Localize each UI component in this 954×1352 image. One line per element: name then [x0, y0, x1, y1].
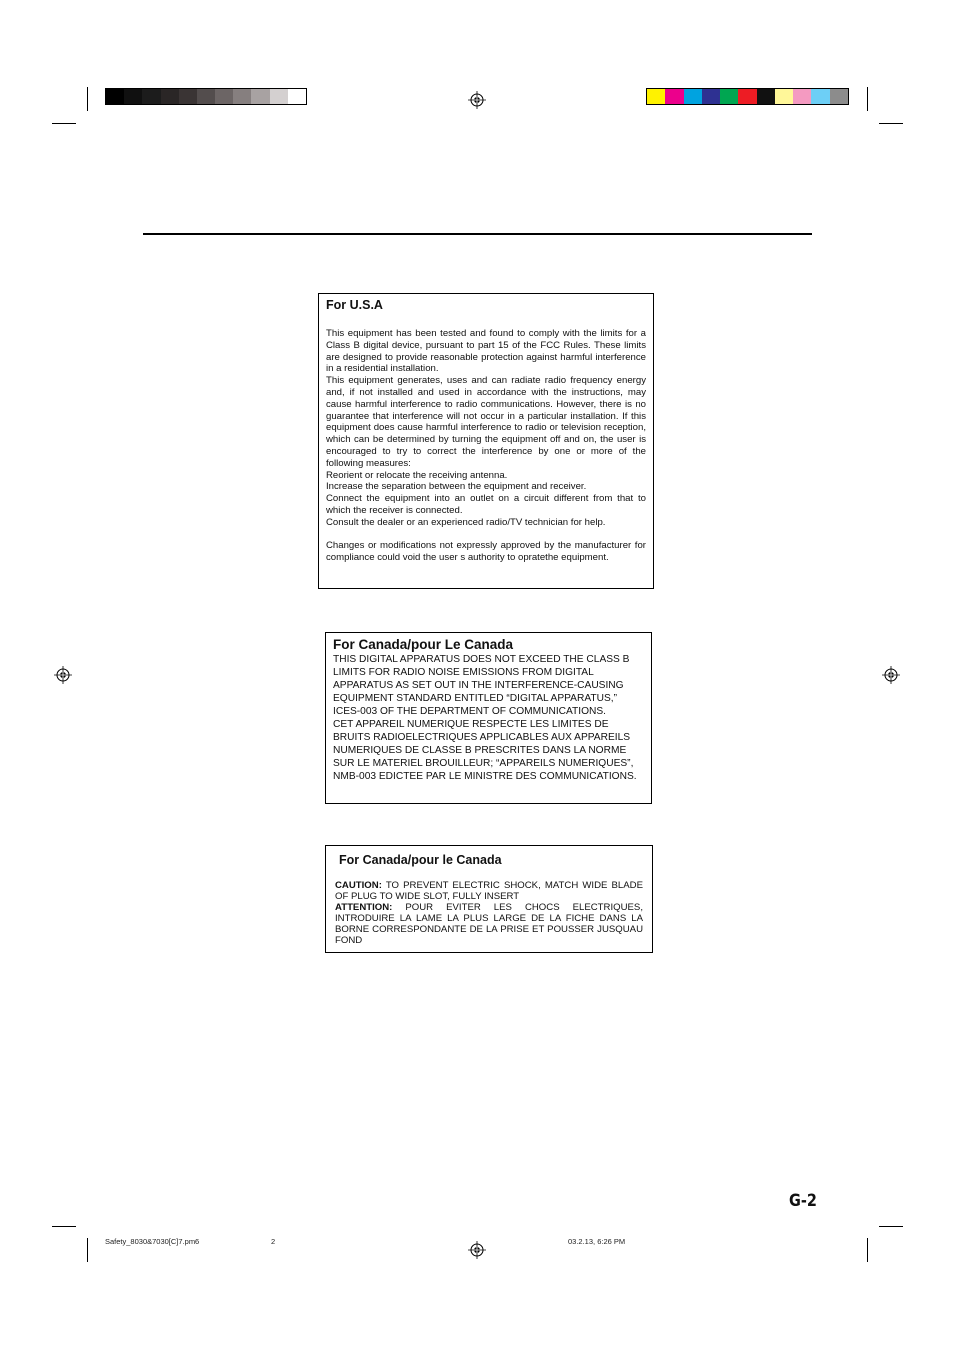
page-number: G-2: [789, 1191, 817, 1211]
registration-mark-icon: [54, 666, 72, 684]
footer-filename: Safety_8030&7030[C]7.pm6: [105, 1237, 200, 1246]
ices-notice-title: For Canada/pour Le Canada: [333, 637, 514, 652]
fcc-paragraph: Changes or modifications not expressly approved by the manufacturer for compliance could void the user s authority to opratethe equipment.: [326, 540, 646, 564]
swatch-0: [106, 89, 124, 104]
fcc-paragraph: Connect the equipment into an outlet on a circuit different from that to which the receiver is connected.: [326, 493, 646, 516]
caution-text: [335, 880, 643, 902]
plug-caution-box: [325, 845, 653, 953]
fcc-paragraph: Reorient or relocate the receiving antenna.: [326, 469, 508, 481]
fcc-paragraph: This equipment has been tested and found to comply with the limits for a Class B digital device, pursuant to part 15 of the FCC Rules. These limits are designed to provide reasonable protection against harmful interference in a residential installation.: [326, 328, 646, 375]
swatch-10: [288, 89, 306, 104]
swatch-0: [647, 89, 665, 104]
fcc-notice-box: [318, 293, 654, 589]
fcc-paragraph: Consult the dealer or an experienced radio/TV technician for help.: [326, 516, 606, 528]
swatch-5: [738, 89, 756, 104]
attention-text: [335, 902, 643, 946]
swatch-6: [215, 89, 233, 104]
swatch-9: [811, 89, 829, 104]
registration-mark-icon: [468, 91, 486, 109]
color-calibration-bar: [646, 88, 849, 105]
swatch-4: [720, 89, 738, 104]
crop-mark-bottom-right-v: [867, 1238, 868, 1262]
crop-mark-top-right-h: [879, 123, 903, 124]
swatch-7: [775, 89, 793, 104]
crop-mark-top-right-v: [867, 87, 868, 111]
swatch-2: [684, 89, 702, 104]
footer-page: 2: [271, 1237, 276, 1246]
fcc-paragraph: Increase the separation between the equipment and receiver.: [326, 481, 587, 493]
swatch-7: [233, 89, 251, 104]
crop-mark-top-left-h: [52, 123, 76, 124]
swatch-10: [830, 89, 848, 104]
registration-mark-icon: [882, 666, 900, 684]
crop-mark-bottom-right-h: [879, 1226, 903, 1227]
fcc-paragraph: This equipment generates, uses and can radiate radio frequency energy and, if not installed and used in accordance with the instructions, may cause harmful interference to radio communications. However, there is no guarantee that interference will not occur in a particular installation. If this equipment does cause harmful interference to radio or television reception, which can be determined by turning the equipment off and on, the user is encouraged to try to correct the interference by one or more of the following measures:: [326, 375, 646, 469]
registration-mark-icon: [468, 1241, 486, 1259]
attention-label: ATTENTION:: [335, 902, 393, 913]
gray-calibration-bar: [105, 88, 307, 105]
caution-label: CAUTION:: [335, 880, 382, 891]
swatch-3: [702, 89, 720, 104]
swatch-8: [793, 89, 811, 104]
swatch-2: [142, 89, 160, 104]
swatch-9: [270, 89, 288, 104]
header-rule: [143, 233, 812, 235]
swatch-4: [179, 89, 197, 104]
ices-notice-box: [325, 632, 652, 804]
swatch-8: [251, 89, 269, 104]
swatch-5: [197, 89, 215, 104]
swatch-6: [757, 89, 775, 104]
crop-mark-bottom-left-v: [87, 1238, 88, 1262]
plug-caution-title: For Canada/pour le Canada: [339, 853, 502, 867]
ices-french-text: CET APPAREIL NUMERIQUE RESPECTE LES LIMITES DE BRUITS RADIOELECTRIQUES APPLICABLES AUX APPAREILS NUMERIQUES DE CLASSE B PRESCRITES DANS LA NORME SUR LE MATERIEL BROUILLEUR; “APPAREILS NUMERIQUES”, NMB-003 EDICTEE PAR LE MINISTRE DES COMMUNICATIONS.: [333, 719, 637, 782]
caution-body: TO PREVENT ELECTRIC SHOCK, MATCH WIDE BLADE OF PLUG TO WIDE SLOT, FULLY INSERT: [335, 880, 643, 902]
attention-body: POUR EVITER LES CHOCS ELECTRIQUES, INTRODUIRE LA LAME LA PLUS LARGE DE LA FICHE DANS LA BORNE CORRESPONDANTE DE LA PRISE ET POUSSER JUSQUAU FOND: [335, 902, 643, 946]
swatch-1: [665, 89, 683, 104]
crop-mark-top-left-v: [87, 87, 88, 111]
footer-timestamp: 03.2.13, 6:26 PM: [568, 1237, 626, 1246]
swatch-3: [161, 89, 179, 104]
swatch-1: [124, 89, 142, 104]
ices-english-text: THIS DIGITAL APPARATUS DOES NOT EXCEED THE CLASS B LIMITS FOR RADIO NOISE EMISSIONS FROM DIGITAL APPARATUS AS SET OUT IN THE INTERFERENCE-CAUSING EQUIPMENT STANDARD ENTITLED “DIGITAL APPARATUS,” ICES-003 OF THE DEPARTMENT OF COMMUNICATIONS.: [333, 654, 630, 717]
crop-mark-bottom-left-h: [52, 1226, 76, 1227]
fcc-notice-title: For U.S.A: [326, 298, 383, 312]
